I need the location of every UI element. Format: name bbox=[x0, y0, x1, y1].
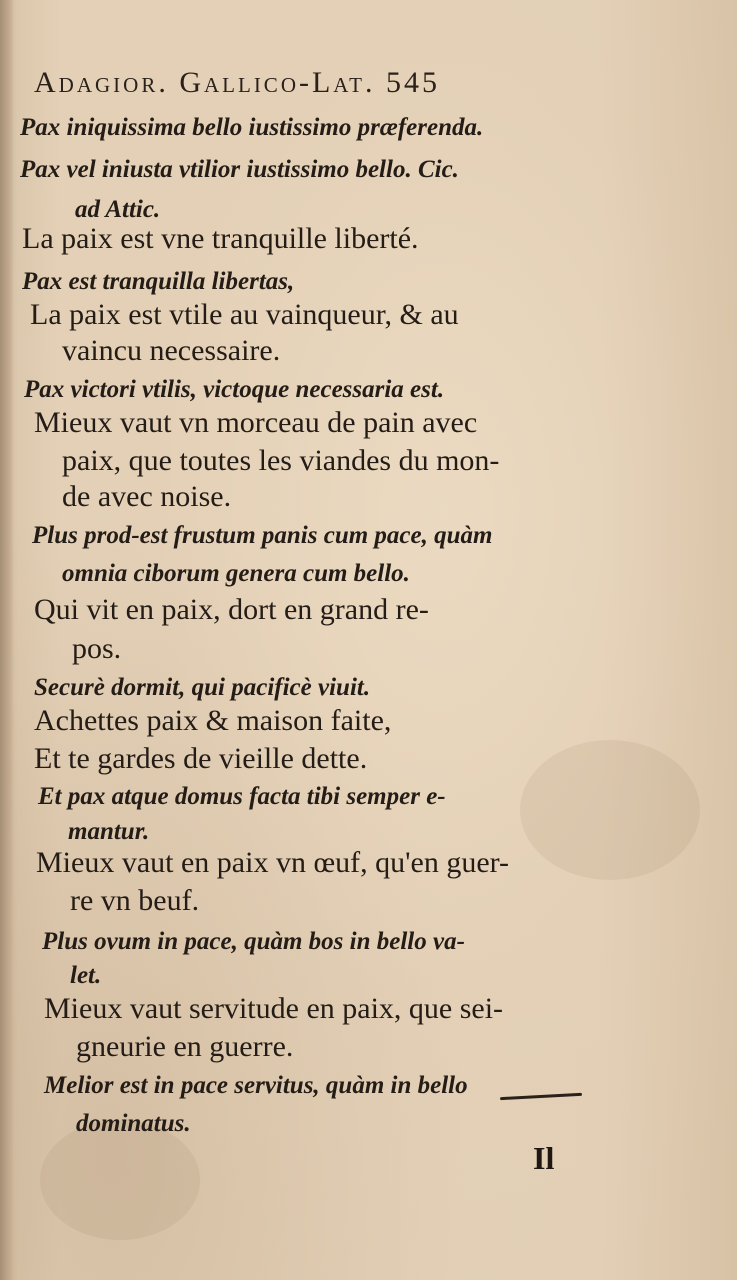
latin-line: Melior est in pace servitus, quàm in bello bbox=[44, 1072, 468, 1099]
french-line: Mieux vaut vn morceau de pain avec bbox=[34, 406, 478, 439]
latin-line: Pax est tranquilla libertas, bbox=[22, 268, 295, 295]
latin-line: Pax victori vtilis, victoque necessaria est. bbox=[24, 376, 445, 403]
latin-line: Pax vel iniusta vtilior iustissimo bello. Cic. bbox=[20, 156, 459, 183]
latin-line: Et pax atque domus facta tibi semper e- bbox=[38, 783, 446, 810]
latin-line: dominatus. bbox=[76, 1110, 191, 1137]
french-line: La paix est vne tranquille liberté. bbox=[22, 222, 419, 255]
catchword: Il bbox=[533, 1140, 555, 1176]
french-line: paix, que toutes les viandes du mon- bbox=[62, 444, 500, 477]
latin-line: let. bbox=[70, 962, 102, 989]
latin-line: Pax iniquissima bello iustissimo præferenda. bbox=[20, 114, 484, 141]
french-line: re vn beuf. bbox=[70, 884, 200, 917]
paper-stain bbox=[520, 740, 700, 880]
latin-line: Securè dormit, qui pacificè viuit. bbox=[34, 674, 371, 701]
french-line: Mieux vaut en paix vn œuf, qu'en guer- bbox=[36, 846, 510, 879]
latin-line: mantur. bbox=[68, 818, 150, 845]
french-line: Et te gardes de vieille dette. bbox=[34, 742, 368, 775]
french-line: vaincu necessaire. bbox=[62, 334, 281, 367]
french-line: Mieux vaut servitude en paix, que sei- bbox=[44, 992, 504, 1025]
french-line: La paix est vtile au vainqueur, & au bbox=[30, 298, 459, 331]
running-head: Adagior. Gallico-Lat. 545 bbox=[34, 66, 440, 99]
french-line: pos. bbox=[72, 632, 122, 665]
paper-stain bbox=[40, 1120, 200, 1240]
latin-line: ad Attic. bbox=[75, 196, 161, 223]
latin-line: omnia ciborum genera cum bello. bbox=[62, 560, 410, 587]
french-line: Qui vit en paix, dort en grand re- bbox=[34, 593, 429, 626]
latin-line: Plus prod-est frustum panis cum pace, quàm bbox=[32, 522, 493, 549]
ink-underline-mark bbox=[500, 1093, 582, 1100]
latin-line: Plus ovum in pace, quàm bos in bello va- bbox=[42, 928, 465, 955]
french-line: Achettes paix & maison faite, bbox=[34, 704, 392, 737]
french-line: gneurie en guerre. bbox=[76, 1030, 294, 1063]
page-gutter bbox=[0, 0, 14, 1280]
french-line: de avec noise. bbox=[62, 480, 232, 513]
